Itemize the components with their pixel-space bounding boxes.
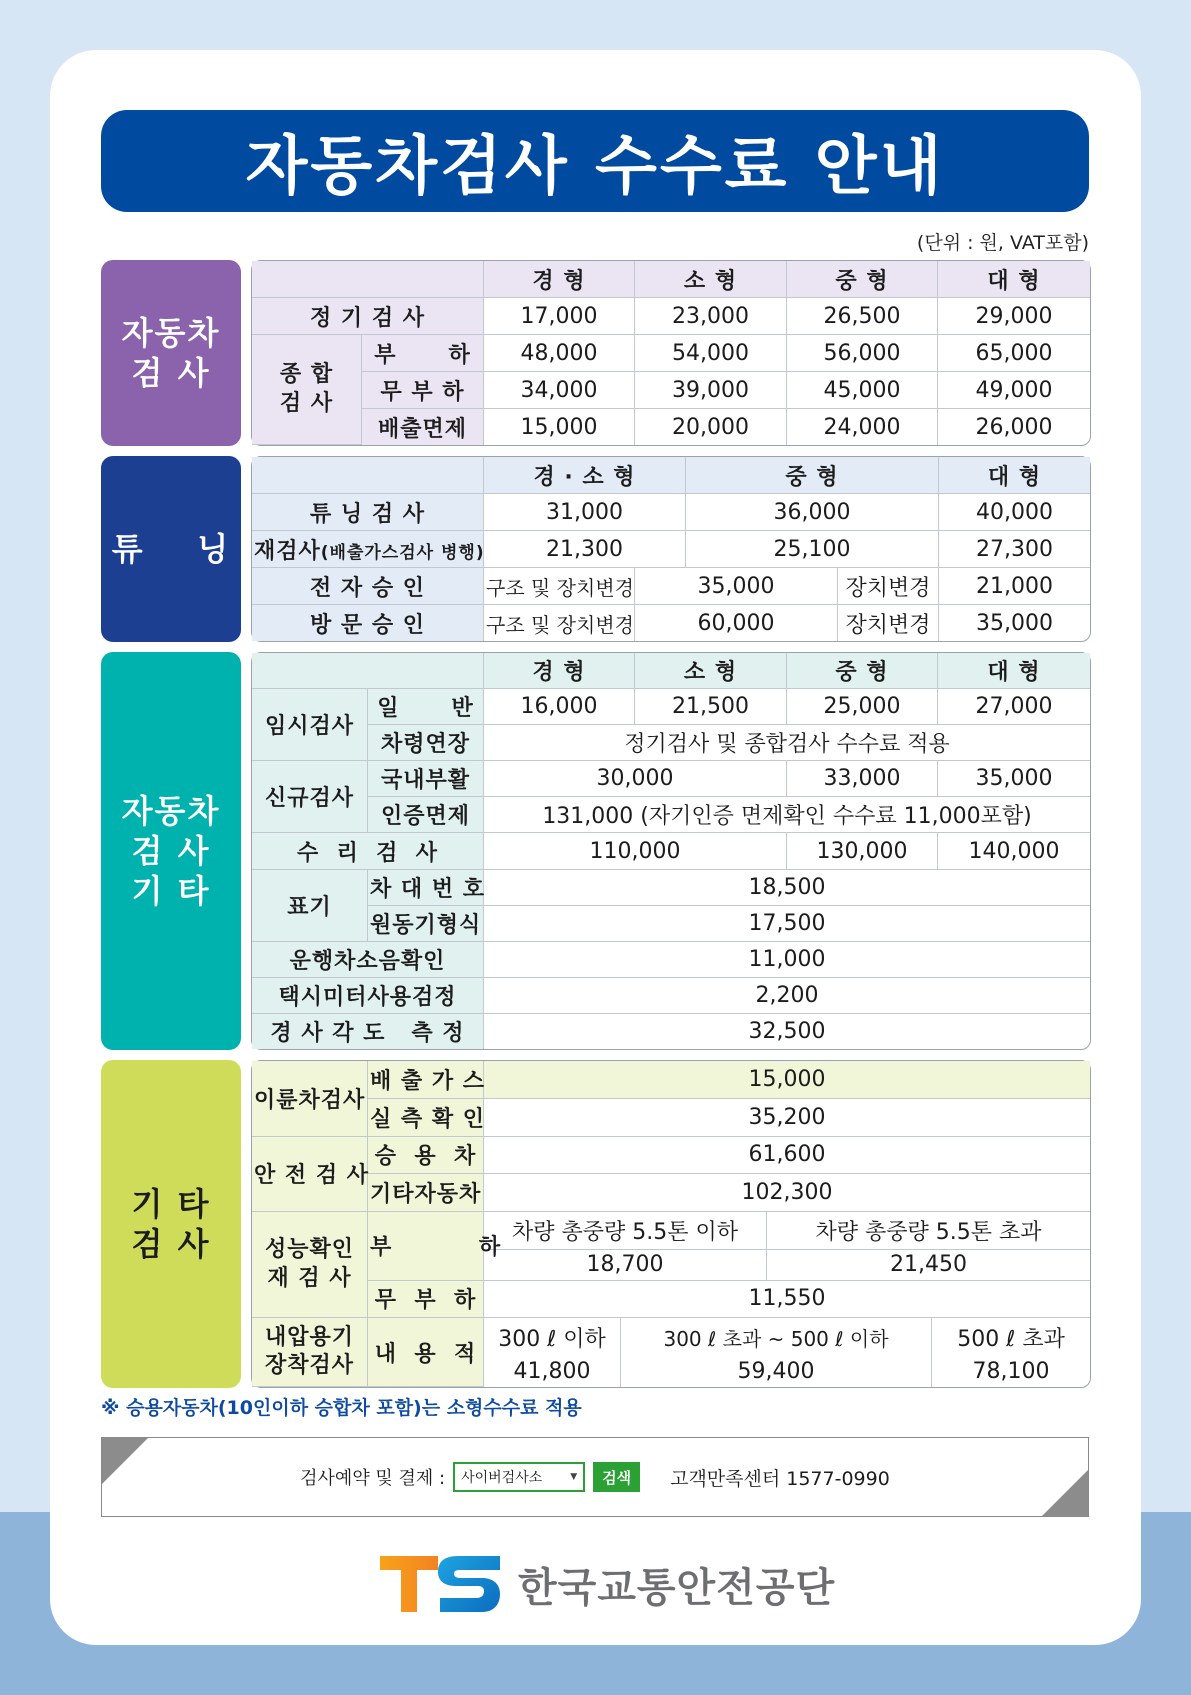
column-head: 300 ℓ 이하: [484, 1318, 621, 1356]
row-label: 운행차소음확인: [252, 942, 484, 978]
ts-logo: [378, 1552, 835, 1616]
table-row: [252, 298, 1090, 335]
row-label: 부 하: [362, 335, 484, 372]
fee-cell: 59,400: [621, 1356, 932, 1387]
group-label: 표기: [252, 870, 368, 942]
table-row: [252, 942, 1090, 978]
booking-bar: [101, 1437, 1089, 1517]
fee-cell: 30,000: [484, 761, 787, 797]
table-header-row: [252, 653, 1090, 689]
fee-cell: 34,000: [484, 372, 635, 409]
header-cell: 소 형: [635, 653, 787, 689]
header-cell: 대 형: [938, 653, 1090, 689]
table-row: [252, 568, 1090, 605]
ts-logo-mark: [378, 1554, 502, 1614]
header-cell: 중 형: [787, 261, 938, 298]
row-label: 튜 닝 검 사: [252, 494, 484, 531]
row-label: 수 리 검 사: [252, 833, 484, 869]
table-row: [252, 494, 1090, 531]
row-label: 차 대 번 호: [368, 870, 484, 906]
header-cell: 경 형: [484, 653, 635, 689]
row-label: [252, 531, 484, 568]
table-row: [252, 833, 1090, 869]
tuning-fee-table: [251, 456, 1091, 642]
header-blank: [252, 457, 484, 494]
fee-cell: 26,500: [787, 298, 938, 335]
fee-cell: 32,500: [748, 1018, 826, 1044]
table-row: [252, 1318, 1090, 1356]
row-label: 배출면제: [362, 409, 484, 445]
group-label: 내압용기 장착검사: [252, 1318, 368, 1387]
section-label-tuning: 튜 닝: [101, 456, 241, 642]
group-label: 성능확인 재 검 사: [252, 1212, 368, 1318]
row-label: 원동기형식: [368, 906, 484, 942]
table-header-row: [252, 457, 1090, 494]
table-row: [252, 978, 1090, 1014]
fee-cell: 16,000: [484, 689, 635, 725]
fee-cell: 40,000: [939, 494, 1090, 531]
group-label: 종 합 검 사: [252, 335, 362, 445]
header-blank: [252, 261, 484, 298]
table-row: [252, 761, 1090, 797]
header-cell: 대 형: [939, 457, 1090, 494]
fee-cell: 130,000: [787, 833, 938, 869]
header-cell: 소 형: [635, 261, 787, 298]
group-label: 이륜차검사: [252, 1061, 368, 1137]
row-label: 정 기 검 사: [252, 298, 484, 335]
fee-cell: 78,100: [972, 1359, 1050, 1385]
table-row: [252, 531, 1090, 568]
row-label: 경 사 각 도 측 정: [252, 1014, 484, 1049]
fee-cell: 41,800: [484, 1356, 621, 1387]
fee-cell: 15,000: [484, 1061, 1090, 1099]
booking-row: [102, 1438, 1088, 1516]
fee-cell: 2,200: [484, 978, 1090, 1014]
fee-cell: 23,000: [635, 298, 787, 335]
fee-cell: 60,000: [635, 605, 838, 641]
fee-cell: 18,500: [484, 870, 1090, 906]
table-row: [252, 870, 1090, 906]
fee-cell: 17,000: [484, 298, 635, 335]
row-label: 방 문 승 인: [252, 605, 484, 641]
table-row: [252, 1281, 1090, 1319]
fee-cell: 35,000: [938, 761, 1090, 797]
inspection-site-select[interactable]: [453, 1462, 585, 1492]
column-head: 차량 총중량 5.5톤 초과: [767, 1212, 1090, 1250]
other-inspection-fee-table: [251, 652, 1091, 1050]
table-row: [252, 605, 1090, 641]
fee-cell: 11,000: [484, 942, 1090, 978]
fee-cell: 17,500: [484, 906, 1090, 942]
fee-cell: 65,000: [938, 335, 1090, 372]
header-cell: 경 형: [484, 261, 635, 298]
table-row: [252, 409, 1090, 445]
fee-cell: 110,000: [484, 833, 787, 869]
booking-label: 검사예약 및 결제 :: [300, 1468, 446, 1489]
approval-kind: 장치변경: [838, 605, 939, 641]
fee-cell: 정기검사 및 종합검사 수수료 적용: [484, 725, 1090, 761]
row-label: 차령연장: [368, 725, 484, 761]
table-row: [252, 906, 1090, 942]
fee-cell: 61,600: [484, 1137, 1090, 1175]
row-label: 기타자동차: [368, 1174, 484, 1212]
footnote: ※ 승용자동차(10인이하 승합차 포함)는 소형수수료 적용: [101, 1397, 582, 1419]
header-blank: [252, 653, 484, 689]
organization-name: 한국교통안전공단: [518, 1564, 836, 1611]
search-button[interactable]: 검색: [593, 1462, 640, 1492]
row-label: 국내부활: [368, 761, 484, 797]
fee-cell: 21,500: [635, 689, 787, 725]
table-row: [252, 797, 1090, 833]
row-label: 무 부 하: [362, 372, 484, 409]
table-row: [252, 1099, 1090, 1137]
fee-cell: 35,000: [635, 568, 838, 605]
column-head: 500 ℓ 초과: [957, 1326, 1065, 1352]
row-label: 승 용 차: [368, 1137, 484, 1175]
fee-cell: 20,000: [635, 409, 787, 445]
table-header-row: [252, 261, 1090, 298]
group-label: 안 전 검 사: [252, 1137, 368, 1213]
misc-inspection-fee-table: [251, 1060, 1091, 1388]
table-row: [252, 1014, 1090, 1049]
column-head: 차량 총중량 5.5톤 이하: [484, 1212, 767, 1250]
fee-cell: 35,200: [484, 1099, 1090, 1137]
approval-kind: 구조 및 장치변경: [484, 568, 635, 605]
fee-cell: 21,000: [939, 568, 1090, 605]
fee-cell: 39,000: [635, 372, 787, 409]
fee-cell: 102,300: [484, 1174, 1090, 1212]
table-row: [252, 1137, 1090, 1175]
customer-center: 고객만족센터 1577-0990: [670, 1467, 890, 1490]
fee-cell: 33,000: [787, 761, 938, 797]
table-row: [252, 335, 1090, 372]
section-label-misc-inspection: 기 타 검 사: [101, 1060, 241, 1388]
row-label: 무 부 하: [368, 1281, 484, 1319]
section-label-inspection: 자동차 검 사: [101, 260, 241, 446]
row-label-main: 재검사: [254, 538, 321, 564]
fee-cell: 49,000: [938, 372, 1090, 409]
table-row: [252, 1212, 1090, 1250]
fee-cell: 11,550: [484, 1281, 1090, 1319]
approval-kind: 장치변경: [838, 568, 939, 605]
fee-cell: 48,000: [484, 335, 635, 372]
fee-cell: 27,000: [938, 689, 1090, 725]
row-label: 부 하: [368, 1212, 484, 1280]
fee-cell: 36,000: [686, 494, 939, 531]
fee-cell: 15,000: [484, 409, 635, 445]
fee-cell: 24,000: [787, 409, 938, 445]
group-label: 임시검사: [252, 689, 368, 761]
fee-cell: 35,000: [976, 610, 1053, 636]
fee-cell: 27,300: [939, 531, 1090, 568]
approval-kind: 구조 및 장치변경: [484, 605, 635, 641]
row-label: 택시미터사용검정: [252, 978, 484, 1014]
fee-cell: 131,000 (자기인증 면제확인 수수료 11,000포함): [484, 797, 1090, 833]
table-row: [252, 689, 1090, 725]
fee-cell: 25,000: [787, 689, 938, 725]
header-cell: 대 형: [938, 261, 1090, 298]
table-row: [252, 1174, 1090, 1212]
fee-cell: 54,000: [635, 335, 787, 372]
column-head: 300 ℓ 초과 ~ 500 ℓ 이하: [621, 1318, 932, 1356]
chevron-down-icon: ▼: [570, 1472, 578, 1482]
header-cell: 중 형: [686, 457, 939, 494]
fee-cell: 29,000: [938, 298, 1090, 335]
page-title: 자동차검사 수수료 안내: [101, 110, 1089, 212]
fee-cell: 21,450: [767, 1250, 1090, 1281]
fee-cell: 31,000: [484, 494, 686, 531]
fee-cell: 21,300: [484, 531, 686, 568]
row-label: 실 측 확 인: [368, 1099, 484, 1137]
header-cell: 중 형: [787, 653, 938, 689]
table-row: [252, 725, 1090, 761]
inspection-fee-table: [251, 260, 1091, 446]
row-label: 내 용 적: [368, 1318, 484, 1387]
fee-cell: 140,000: [938, 833, 1090, 869]
row-label-sub: (배출가스검사 병행): [320, 542, 485, 563]
select-value: 사이버검사소: [461, 1470, 543, 1486]
row-label: 전 자 승 인: [252, 568, 484, 605]
row-label: 일 반: [368, 689, 484, 725]
row-label: 배 출 가 스: [368, 1061, 484, 1099]
fee-cell: 26,000: [975, 414, 1053, 440]
fee-cell: 56,000: [787, 335, 938, 372]
unit-note: (단위 : 원, VAT포함): [916, 232, 1089, 254]
fee-cell: 45,000: [787, 372, 938, 409]
section-label-other-inspection: 자동차 검 사 기 타: [101, 652, 241, 1050]
group-label: 신규검사: [252, 761, 368, 833]
table-row: [252, 372, 1090, 409]
fee-cell: 18,700: [484, 1250, 767, 1281]
header-cell: 경 · 소 형: [484, 457, 686, 494]
table-row: [252, 1061, 1090, 1099]
fee-cell: 25,100: [686, 531, 939, 568]
row-label: 인증면제: [368, 797, 484, 833]
